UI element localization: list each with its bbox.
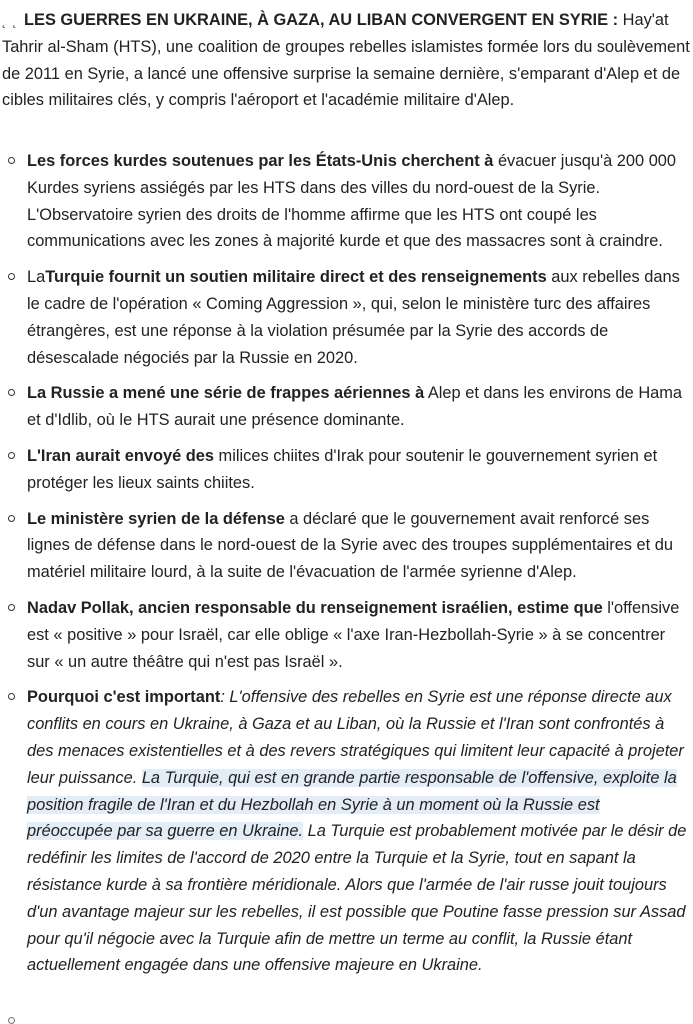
bullet-circle-icon	[8, 604, 15, 611]
bullet-circle-icon	[8, 452, 15, 459]
bullet-circle-icon	[8, 157, 15, 164]
bullet-circle-icon	[8, 515, 15, 522]
bullet-italic-text: L'offensive des rebelles en Syrie est une réponse directe aux conflits en cours en Ukraine, à Gaza et au Liban, où la Russie et l'Iran sont confrontés à des menaces existentielles et à des revers stratégiques qui limitent leur capacité à projeter leur puissance.	[27, 688, 684, 787]
list-item	[0, 148, 687, 255]
bullet-bold: L'Iran aurait envoyé des	[27, 446, 214, 465]
bullet-bold: Turquie fournit un soutien militaire direct et des renseignements	[45, 268, 547, 287]
bullet-bold: Les forces kurdes soutenues par les États-Unis cherchent à	[27, 152, 494, 170]
bullet-bold: Nadav Pollak, ancien responsable du renseignement israélien, estime que	[27, 598, 603, 617]
intro-paragraph	[2, 7, 690, 114]
bullet-circle-icon	[8, 1017, 15, 1024]
bullet-circle-icon	[8, 389, 15, 396]
list-item	[0, 506, 687, 586]
bullet-text: Alep et dans les environs de Hama et d'Idlib, où le HTS aurait une présence dominante.	[27, 384, 683, 430]
bullet-list	[0, 148, 693, 988]
list-item	[0, 264, 687, 371]
bullet-circle-icon	[8, 273, 15, 280]
intro-headline: LES GUERRES EN UKRAINE, À GAZA, AU LIBAN CONVERGENT EN SYRIE :	[24, 11, 619, 29]
bullet-bold: La Russie a mené une série de frappes aériennes à	[27, 384, 425, 403]
bullet-text: évacuer jusqu'à 200 000 Kurdes syriens assiégés par les HTS dans des villes du nord-ouest de la Syrie. L'Observatoire syrien des droits de l'homme affirme que les HTS ont coupé les communications avec les zones à majorité kurde et que des massacres sont à craindre.	[27, 152, 677, 251]
intro-text: Hay'at Tahrir al-Sham (HTS), une coalition de groupes rebelles islamistes formée lors du soulèvement de 2011 en Syrie, a lancé une offensive surprise la semaine dernière, s'emparant d'Alep et de cibles militaires clés, y compris l'aéroport et l'académie militaire d'Alep.	[2, 11, 690, 110]
bullet-bold: Le ministère syrien de la défense	[27, 509, 285, 528]
list-item	[0, 595, 687, 675]
bullet-colon: :	[220, 688, 230, 707]
list-item	[0, 443, 687, 497]
bullet-lead: La	[27, 268, 46, 287]
bullet-circle-icon	[8, 693, 15, 700]
bullet-text: milices chiites d'Irak pour soutenir le gouvernement syrien et protéger les lieux saints chiites.	[27, 446, 658, 492]
bullet-text: aux rebelles dans le cadre de l'opération « Coming Aggression », qui, selon le ministère turc des affaires étrangères, est une réponse à la violation présumée par la Syrie des accords de désescalade négociés par la Russie en 2020.	[27, 268, 680, 367]
bullet-italic-text: La Turquie est probablement motivée par le désir de redéfinir les limites de l'accord de 2020 entre la Turquie et la Syrie, tout en sapant la résistance kurde à sa frontière méridionale. Alors que l'armée de l'air russe jouit toujours d'un avantage majeur sur les rebelles, il est possible que Poutine fasse pression sur Assad pour qu'il négocie avec la Turquie afin de mettre un terme au conflit, la Russie étant actuellement engagée dans une offensive majeure en Ukraine.	[27, 822, 687, 975]
bullet-text: l'offensive est « positive » pour Israël, car elle oblige « l'axe Iran-Hezbollah-Syrie » à se concentrer sur « un autre théâtre qui n'est pas Israël ».	[27, 598, 680, 671]
bullet-text: a déclaré que le gouvernement avait renforcé ses lignes de défense dans le nord-ouest de la Syrie avec des troupes supplémentaires et du matériel militaire lourd, à la suite de l'évacuation de l'armée syrienne d'Alep.	[27, 509, 674, 582]
list-item	[0, 380, 687, 434]
bullet-bold: Pourquoi c'est important	[27, 688, 221, 707]
list-item-why-important	[0, 684, 687, 979]
highlighted-text: La Turquie, qui est en grande partie responsable de l'offensive, exploite la position fragile de l'Iran et du Hezbollah en Syrie à un moment où la Russie est préoccupée par sa guerre en Ukraine.	[27, 768, 677, 841]
quotes-mark: ˛ ˛	[2, 12, 19, 28]
